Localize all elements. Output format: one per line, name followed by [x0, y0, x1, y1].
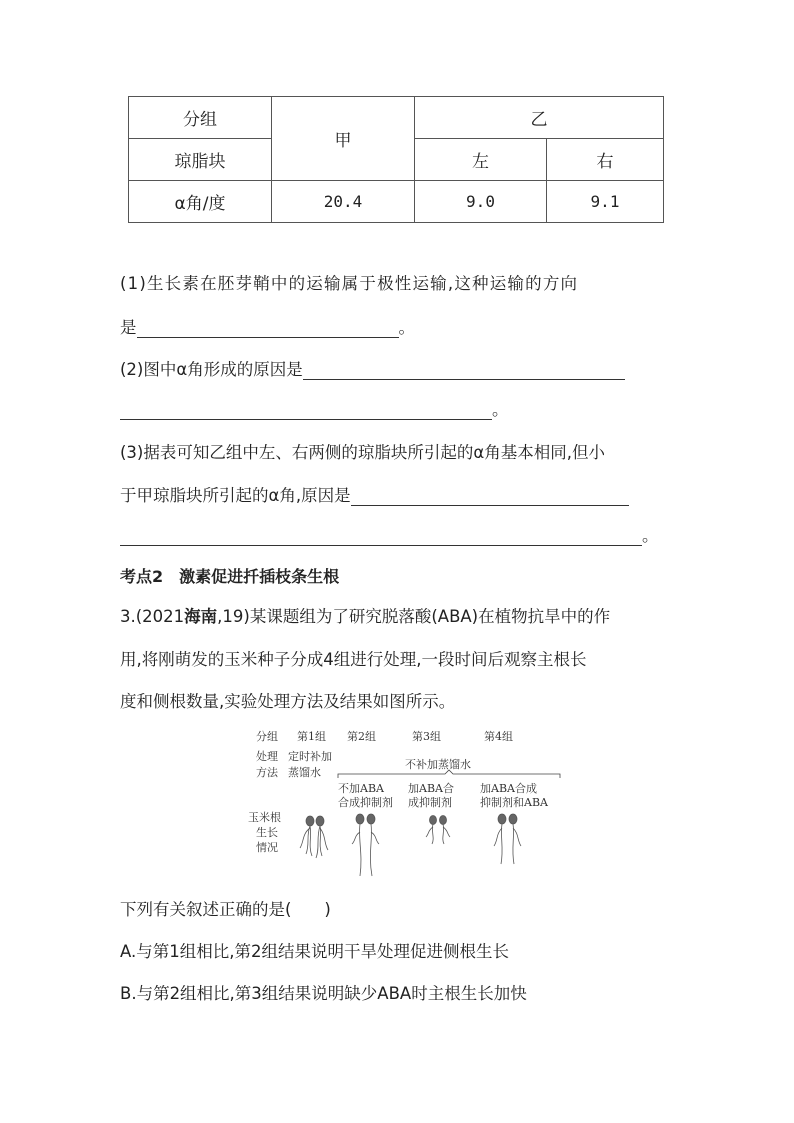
- header-agar-label: 琼脂块: [129, 139, 272, 181]
- value-yi-left: 9.0: [415, 181, 547, 223]
- fig-g2-treatment-1: 不加ABA: [338, 782, 384, 795]
- q1-answer-blank[interactable]: [137, 321, 399, 338]
- fig-g1-treatment-2: 蒸馏水: [288, 766, 321, 779]
- q1-line2: [120, 318, 675, 338]
- results-table: [128, 96, 664, 223]
- experiment-figure: [240, 724, 570, 884]
- section-title: 考点2 激素促进扦插枝条生根: [120, 567, 340, 586]
- option-b[interactable]: B.与第2组相比,第3组结果说明缺少ABA时主根生长加快: [120, 984, 527, 1003]
- q-main-line3: 度和侧根数量,实验处理方法及结果如图所示。: [120, 692, 456, 711]
- q1-prefix: 是: [120, 318, 137, 337]
- fig-g3-seedlings: [426, 816, 450, 845]
- header-yi: 乙: [415, 97, 664, 139]
- fig-result-label-2: 生长: [256, 826, 278, 839]
- fig-g2-treatment-2: 合成抑制剂: [338, 796, 393, 809]
- fig-header-g4: 第4组: [484, 730, 513, 743]
- fig-method-label-1: 处理: [256, 750, 278, 763]
- q3-text: 于甲琼脂块所引起的α角,原因是: [120, 486, 351, 505]
- header-group-label: 分组: [129, 97, 272, 139]
- q-main-prefix: 3.(2021: [120, 607, 185, 626]
- fig-g2-seedlings: [352, 814, 379, 876]
- q3-line2: [120, 486, 675, 506]
- q-main-source: 海南: [184, 607, 218, 626]
- q2-answer-blank-1[interactable]: [303, 363, 625, 380]
- fig-g1-seedlings: [300, 816, 328, 858]
- fig-result-label-1: 玉米根: [248, 811, 281, 824]
- q3-answer-blank-2[interactable]: [120, 529, 642, 546]
- fig-g4-treatment-1: 加ABA合成: [480, 782, 537, 795]
- question-prompt: 下列有关叙述正确的是( ): [120, 900, 331, 919]
- q2-line1: [120, 360, 675, 380]
- value-jia: 20.4: [272, 181, 415, 223]
- header-yi-right: 右: [547, 139, 664, 181]
- fig-brace: [338, 770, 560, 778]
- fig-header-g1: 第1组: [297, 730, 326, 743]
- q-main-rest: ,19)某课题组为了研究脱落酸(ABA)在植物抗旱中的作: [217, 607, 611, 626]
- q2-answer-blank-2[interactable]: [120, 403, 492, 420]
- header-jia: 甲: [272, 97, 415, 181]
- row-label-angle: α角/度: [129, 181, 272, 223]
- fig-drawing: [240, 724, 570, 884]
- fig-g3-treatment-2: 成抑制剂: [408, 796, 452, 809]
- fig-no-water: 不补加蒸馏水: [405, 758, 471, 771]
- fig-g1-treatment-1: 定时补加: [288, 750, 332, 763]
- option-a[interactable]: A.与第1组相比,第2组结果说明干旱处理促进侧根生长: [120, 942, 509, 961]
- q1-line1: (1)生长素在胚芽鞘中的运输属于极性运输,这种运输的方向: [120, 274, 579, 293]
- q2-text: (2)图中α角形成的原因是: [120, 360, 303, 379]
- fig-header-group: 分组: [256, 730, 278, 743]
- q3-end: 。: [642, 526, 659, 545]
- q3-line1: (3)据表可知乙组中左、右两侧的琼脂块所引起的α角基本相同,但小: [120, 443, 605, 462]
- q-main-line1: [120, 607, 675, 627]
- fig-g4-treatment-2: 抑制剂和ABA: [480, 796, 548, 809]
- fig-result-label-3: 情况: [256, 841, 278, 854]
- q1-end: 。: [398, 318, 415, 337]
- fig-g3-treatment-1: 加ABA合: [408, 782, 454, 795]
- fig-method-label-2: 方法: [256, 766, 278, 779]
- fig-header-g2: 第2组: [347, 730, 376, 743]
- fig-g4-seedlings: [494, 814, 521, 864]
- fig-header-g3: 第3组: [412, 730, 441, 743]
- value-yi-right: 9.1: [547, 181, 664, 223]
- q3-line3: [120, 526, 675, 546]
- q3-answer-blank-1[interactable]: [351, 489, 629, 506]
- header-yi-left: 左: [415, 139, 547, 181]
- q2-line2: [120, 400, 675, 420]
- q-main-line2: 用,将刚萌发的玉米种子分成4组进行处理,一段时间后观察主根长: [120, 650, 587, 669]
- q2-end: 。: [492, 400, 509, 419]
